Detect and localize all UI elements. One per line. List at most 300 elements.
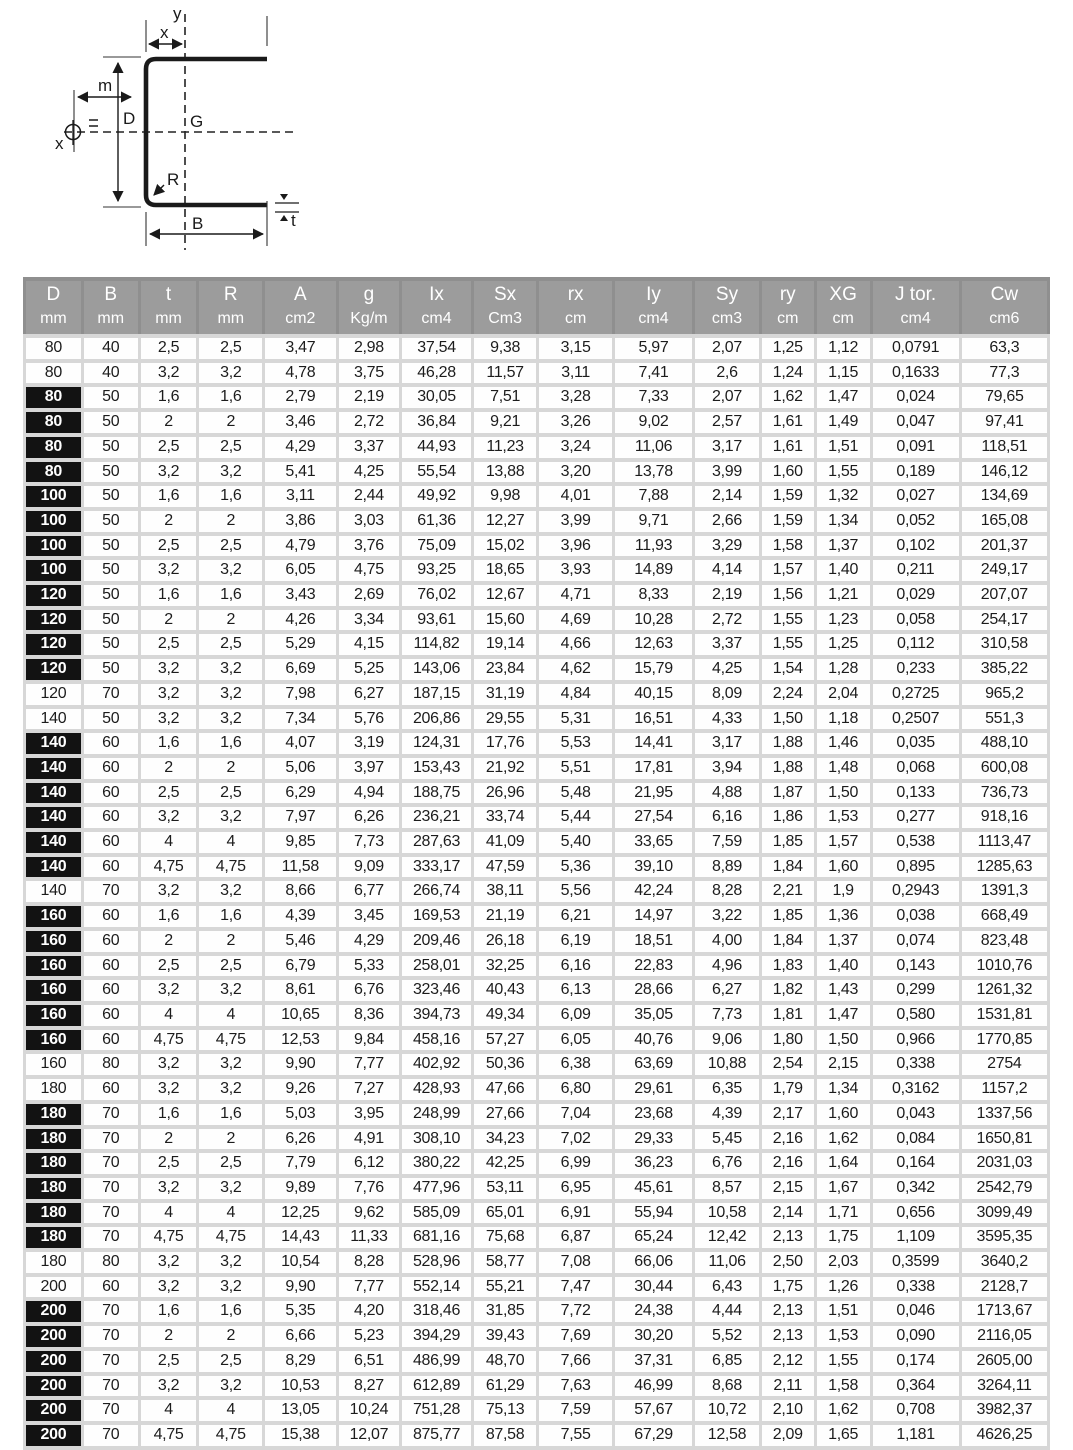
cell-sy: 4,14 (695, 560, 759, 581)
table-row (26, 412, 1047, 433)
cell-ix: 75,09 (402, 536, 471, 557)
cell-rx: 6,99 (539, 1153, 611, 1174)
table-row (26, 338, 1047, 359)
cell-sx: 55,21 (474, 1277, 537, 1298)
cell-sy: 8,57 (695, 1178, 759, 1199)
cell-sy: 3,29 (695, 536, 759, 557)
cell-b: 50 (84, 387, 138, 408)
cell-t: 3,2 (141, 560, 197, 581)
cell-rx: 7,02 (539, 1129, 611, 1150)
cell-a: 6,05 (265, 560, 335, 581)
cell-sx: 21,92 (474, 758, 537, 779)
cell-sx: 26,96 (474, 783, 537, 804)
cell-ry: 2,10 (762, 1400, 814, 1421)
cell-iy: 14,89 (615, 560, 692, 581)
cell-xg: 1,12 (817, 338, 870, 359)
cell-ry: 2,12 (762, 1351, 814, 1372)
cell-iy: 55,94 (615, 1203, 692, 1224)
cell-b: 70 (84, 1425, 138, 1446)
cell-xg: 1,9 (817, 881, 870, 902)
cell-xg: 1,47 (817, 1005, 870, 1026)
cell-ix: 46,28 (402, 363, 471, 384)
cell-ry: 1,61 (762, 437, 814, 458)
cell-sx: 65,01 (474, 1203, 537, 1224)
cell-ix: 187,15 (402, 684, 471, 705)
cell-ix: 402,92 (402, 1054, 471, 1075)
cell-xg: 1,53 (817, 1326, 870, 1347)
cell-g: 3,95 (339, 1104, 400, 1125)
cell-rx: 6,21 (539, 906, 611, 927)
cell-ix: 612,89 (402, 1376, 471, 1397)
cell-rx: 7,66 (539, 1351, 611, 1372)
cell-sx: 40,43 (474, 980, 537, 1001)
cell-sy: 4,00 (695, 931, 759, 952)
cell-sx: 42,25 (474, 1153, 537, 1174)
cell-sy: 9,06 (695, 1030, 759, 1051)
cell-g: 3,97 (339, 758, 400, 779)
cell-g: 2,19 (339, 387, 400, 408)
cell-rx: 5,40 (539, 832, 611, 853)
cell-ry: 2,21 (762, 881, 814, 902)
cell-ix: 206,86 (402, 709, 471, 730)
cell-sx: 19,14 (474, 634, 537, 655)
cell-b: 70 (84, 1376, 138, 1397)
cell-b: 60 (84, 733, 138, 754)
cell-iy: 17,81 (615, 758, 692, 779)
cell-jtor: 0,338 (873, 1277, 959, 1298)
cell-sy: 8,68 (695, 1376, 759, 1397)
cell-d: 180 (26, 1129, 81, 1150)
cell-rx: 6,09 (539, 1005, 611, 1026)
cell-xg: 2,03 (817, 1252, 870, 1273)
cell-t: 1,6 (141, 1104, 197, 1125)
cell-xg: 1,15 (817, 363, 870, 384)
table-row (26, 1351, 1047, 1372)
header-row (26, 281, 1047, 334)
cell-ix: 486,99 (402, 1351, 471, 1372)
cell-iy: 40,15 (615, 684, 692, 705)
cell-sy: 4,39 (695, 1104, 759, 1125)
cell-ix: 143,06 (402, 659, 471, 680)
cell-iy: 57,67 (615, 1400, 692, 1421)
table-row (26, 1153, 1047, 1174)
cell-sx: 9,38 (474, 338, 537, 359)
cell-ry: 1,84 (762, 931, 814, 952)
table-row (26, 1005, 1047, 1026)
cell-cw: 1261,32 (962, 980, 1047, 1001)
cell-b: 40 (84, 338, 138, 359)
cell-g: 7,27 (339, 1079, 400, 1100)
cell-ry: 1,75 (762, 1277, 814, 1298)
cell-ry: 1,85 (762, 906, 814, 927)
cell-rx: 6,95 (539, 1178, 611, 1199)
cell-a: 4,79 (265, 536, 335, 557)
cell-t: 2,5 (141, 783, 197, 804)
cell-ry: 1,86 (762, 807, 814, 828)
cell-b: 60 (84, 1079, 138, 1100)
cell-r: 2 (199, 511, 262, 532)
table-row (26, 684, 1047, 705)
table-header (26, 281, 1047, 334)
cell-jtor: 0,112 (873, 634, 959, 655)
table-row (26, 659, 1047, 680)
cell-r: 2 (199, 610, 262, 631)
col-header-iy: Iy cm4 (615, 281, 692, 334)
cell-sx: 31,85 (474, 1301, 537, 1322)
cell-t: 3,2 (141, 1054, 197, 1075)
cell-xg: 1,60 (817, 1104, 870, 1125)
cell-ix: 93,25 (402, 560, 471, 581)
cell-sx: 21,19 (474, 906, 537, 927)
table-row (26, 1227, 1047, 1248)
cell-r: 2,5 (199, 437, 262, 458)
cell-g: 9,09 (339, 857, 400, 878)
cell-ry: 1,85 (762, 832, 814, 853)
cell-t: 4 (141, 1005, 197, 1026)
table-row (26, 1301, 1047, 1322)
cell-g: 6,12 (339, 1153, 400, 1174)
cell-t: 4,75 (141, 857, 197, 878)
x-axis-label: x (55, 134, 64, 153)
cell-sx: 33,74 (474, 807, 537, 828)
cell-xg: 1,60 (817, 857, 870, 878)
cell-a: 5,06 (265, 758, 335, 779)
cell-rx: 7,72 (539, 1301, 611, 1322)
cell-sy: 8,09 (695, 684, 759, 705)
cell-iy: 40,76 (615, 1030, 692, 1051)
table-row (26, 783, 1047, 804)
cell-ix: 528,96 (402, 1252, 471, 1273)
cell-xg: 2,04 (817, 684, 870, 705)
cell-rx: 6,13 (539, 980, 611, 1001)
table-row (26, 807, 1047, 828)
cell-ry: 1,60 (762, 462, 814, 483)
x-axis-marker (55, 120, 98, 153)
cell-ry: 2,09 (762, 1425, 814, 1446)
cell-g: 4,94 (339, 783, 400, 804)
cell-cw: 1391,3 (962, 881, 1047, 902)
cell-sy: 2,57 (695, 412, 759, 433)
cell-b: 70 (84, 684, 138, 705)
cell-t: 3,2 (141, 807, 197, 828)
cell-d: 140 (26, 832, 81, 853)
cell-cw: 1285,63 (962, 857, 1047, 878)
cell-r: 3,2 (199, 709, 262, 730)
cell-sy: 11,06 (695, 1252, 759, 1273)
cell-xg: 1,40 (817, 956, 870, 977)
cell-b: 60 (84, 832, 138, 853)
cell-sx: 17,76 (474, 733, 537, 754)
cell-rx: 6,38 (539, 1054, 611, 1075)
cell-cw: 118,51 (962, 437, 1047, 458)
table-row (26, 610, 1047, 631)
cell-ix: 37,54 (402, 338, 471, 359)
cell-jtor: 0,338 (873, 1054, 959, 1075)
cell-r: 3,2 (199, 1178, 262, 1199)
cell-ix: 318,46 (402, 1301, 471, 1322)
table-row (26, 462, 1047, 483)
cell-jtor: 0,047 (873, 412, 959, 433)
cell-b: 50 (84, 610, 138, 631)
cell-b: 50 (84, 709, 138, 730)
cell-sy: 2,19 (695, 585, 759, 606)
cell-jtor: 0,027 (873, 486, 959, 507)
cell-g: 8,28 (339, 1252, 400, 1273)
cell-ry: 1,25 (762, 338, 814, 359)
y-axis-label: y (173, 4, 182, 23)
cell-jtor: 0,2943 (873, 881, 959, 902)
table-row (26, 758, 1047, 779)
cell-d: 120 (26, 684, 81, 705)
cell-b: 70 (84, 1301, 138, 1322)
cell-d: 140 (26, 857, 81, 878)
cell-t: 2,5 (141, 536, 197, 557)
cell-d: 180 (26, 1252, 81, 1273)
cell-t: 4,75 (141, 1227, 197, 1248)
cell-d: 200 (26, 1351, 81, 1372)
cell-r: 3,2 (199, 807, 262, 828)
cell-t: 3,2 (141, 659, 197, 680)
cell-a: 7,97 (265, 807, 335, 828)
cell-r: 3,2 (199, 462, 262, 483)
cell-t: 3,2 (141, 462, 197, 483)
cell-a: 8,29 (265, 1351, 335, 1372)
cell-jtor: 0,895 (873, 857, 959, 878)
cell-sy: 8,28 (695, 881, 759, 902)
table-row (26, 1030, 1047, 1051)
cell-rx: 5,56 (539, 881, 611, 902)
profile-diagram (28, 2, 362, 262)
cell-sx: 11,57 (474, 363, 537, 384)
cell-ry: 2,13 (762, 1301, 814, 1322)
cell-ix: 36,84 (402, 412, 471, 433)
col-header-xg: XG cm (817, 281, 870, 334)
cell-sy: 3,17 (695, 733, 759, 754)
cell-sx: 53,11 (474, 1178, 537, 1199)
r-label: R (167, 170, 180, 189)
cell-d: 180 (26, 1079, 81, 1100)
cell-b: 60 (84, 1030, 138, 1051)
cell-sx: 49,34 (474, 1005, 537, 1026)
cell-sx: 58,77 (474, 1252, 537, 1273)
cell-d: 80 (26, 462, 81, 483)
cell-ix: 93,61 (402, 610, 471, 631)
table-row (26, 1400, 1047, 1421)
cell-rx: 3,15 (539, 338, 611, 359)
cell-ix: 55,54 (402, 462, 471, 483)
cell-d: 120 (26, 610, 81, 631)
cell-jtor: 0,233 (873, 659, 959, 680)
cell-cw: 201,37 (962, 536, 1047, 557)
cell-a: 7,79 (265, 1153, 335, 1174)
cell-ix: 287,63 (402, 832, 471, 853)
cell-jtor: 0,299 (873, 980, 959, 1001)
cell-ix: 124,31 (402, 733, 471, 754)
cell-a: 15,38 (265, 1425, 335, 1446)
cell-r: 2,5 (199, 338, 262, 359)
cell-d: 80 (26, 387, 81, 408)
cell-sx: 47,59 (474, 857, 537, 878)
cell-b: 50 (84, 536, 138, 557)
cell-d: 100 (26, 511, 81, 532)
cell-t: 2 (141, 610, 197, 631)
cell-d: 180 (26, 1104, 81, 1125)
cell-xg: 1,23 (817, 610, 870, 631)
cell-t: 2 (141, 931, 197, 952)
cell-r: 4 (199, 1203, 262, 1224)
cell-jtor: 0,966 (873, 1030, 959, 1051)
cell-t: 4,75 (141, 1425, 197, 1446)
cell-sy: 2,07 (695, 387, 759, 408)
cell-ry: 1,58 (762, 536, 814, 557)
cell-ix: 76,02 (402, 585, 471, 606)
cell-iy: 42,24 (615, 881, 692, 902)
cell-g: 6,51 (339, 1351, 400, 1372)
cell-r: 2 (199, 412, 262, 433)
cell-a: 4,39 (265, 906, 335, 927)
table-row (26, 560, 1047, 581)
cell-iy: 46,99 (615, 1376, 692, 1397)
cell-iy: 11,06 (615, 437, 692, 458)
cell-xg: 1,51 (817, 1301, 870, 1322)
cell-cw: 2754 (962, 1054, 1047, 1075)
cell-g: 4,20 (339, 1301, 400, 1322)
cell-sy: 12,58 (695, 1425, 759, 1446)
cell-d: 140 (26, 709, 81, 730)
cell-r: 4 (199, 1005, 262, 1026)
cell-xg: 1,65 (817, 1425, 870, 1446)
cell-b: 70 (84, 1178, 138, 1199)
table-row (26, 733, 1047, 754)
cell-ry: 1,79 (762, 1079, 814, 1100)
cell-d: 120 (26, 634, 81, 655)
cell-b: 70 (84, 881, 138, 902)
cell-a: 9,26 (265, 1079, 335, 1100)
col-header-sy: Sy cm3 (695, 281, 759, 334)
cell-rx: 7,63 (539, 1376, 611, 1397)
cell-d: 100 (26, 536, 81, 557)
cell-rx: 5,53 (539, 733, 611, 754)
cell-a: 11,58 (265, 857, 335, 878)
cell-cw: 736,73 (962, 783, 1047, 804)
cell-r: 2 (199, 1129, 262, 1150)
cell-sy: 3,17 (695, 437, 759, 458)
cell-sy: 2,6 (695, 363, 759, 384)
cell-t: 1,6 (141, 1301, 197, 1322)
cell-sy: 6,76 (695, 1153, 759, 1174)
cell-xg: 1,46 (817, 733, 870, 754)
cell-sy: 4,44 (695, 1301, 759, 1322)
cell-sy: 4,96 (695, 956, 759, 977)
cell-d: 200 (26, 1301, 81, 1322)
cell-a: 7,34 (265, 709, 335, 730)
col-header-jtor: J tor. cm4 (873, 281, 959, 334)
table-row (26, 1425, 1047, 1446)
cell-ix: 428,93 (402, 1079, 471, 1100)
cell-iy: 7,41 (615, 363, 692, 384)
cell-sx: 11,23 (474, 437, 537, 458)
cell-xg: 1,64 (817, 1153, 870, 1174)
cell-ry: 1,87 (762, 783, 814, 804)
cell-r: 3,2 (199, 1252, 262, 1273)
cell-sy: 6,43 (695, 1277, 759, 1298)
cell-xg: 1,50 (817, 783, 870, 804)
cell-t: 3,2 (141, 1079, 197, 1100)
cell-t: 3,2 (141, 1178, 197, 1199)
cell-r: 3,2 (199, 980, 262, 1001)
cell-d: 160 (26, 1054, 81, 1075)
extension-lines (74, 16, 267, 246)
cell-d: 80 (26, 412, 81, 433)
cell-rx: 3,93 (539, 560, 611, 581)
cell-sx: 12,67 (474, 585, 537, 606)
cell-g: 5,23 (339, 1326, 400, 1347)
cell-sy: 2,14 (695, 486, 759, 507)
cell-g: 5,33 (339, 956, 400, 977)
table-row (26, 857, 1047, 878)
b-dimension (150, 214, 263, 234)
cell-b: 70 (84, 1400, 138, 1421)
cell-r: 2,5 (199, 1351, 262, 1372)
cell-d: 180 (26, 1227, 81, 1248)
cell-t: 1,6 (141, 906, 197, 927)
cell-d: 140 (26, 807, 81, 828)
cell-t: 3,2 (141, 1376, 197, 1397)
cell-jtor: 0,164 (873, 1153, 959, 1174)
cell-g: 2,72 (339, 412, 400, 433)
cell-ry: 1,62 (762, 387, 814, 408)
cell-r: 2,5 (199, 783, 262, 804)
cell-iy: 11,93 (615, 536, 692, 557)
cell-a: 12,25 (265, 1203, 335, 1224)
cell-sx: 13,88 (474, 462, 537, 483)
table-row (26, 1129, 1047, 1150)
m-dim-label: m (98, 76, 113, 95)
cell-sx: 18,65 (474, 560, 537, 581)
cell-sx: 57,27 (474, 1030, 537, 1051)
cell-sx: 39,43 (474, 1326, 537, 1347)
col-header-rx: rx cm (539, 281, 611, 334)
cell-ry: 1,24 (762, 363, 814, 384)
cell-r: 3,2 (199, 1054, 262, 1075)
cell-rx: 3,99 (539, 511, 611, 532)
table-row (26, 387, 1047, 408)
cell-ix: 44,93 (402, 437, 471, 458)
cell-g: 5,25 (339, 659, 400, 680)
cell-d: 160 (26, 980, 81, 1001)
cell-cw: 1337,56 (962, 1104, 1047, 1125)
cell-ry: 2,13 (762, 1326, 814, 1347)
cell-b: 40 (84, 363, 138, 384)
cell-b: 50 (84, 585, 138, 606)
cell-r: 2,5 (199, 536, 262, 557)
cell-jtor: 0,538 (873, 832, 959, 853)
cell-jtor: 0,133 (873, 783, 959, 804)
cell-d: 160 (26, 956, 81, 977)
cell-g: 10,24 (339, 1400, 400, 1421)
cell-rx: 3,26 (539, 412, 611, 433)
cell-g: 12,07 (339, 1425, 400, 1446)
cell-cw: 2116,05 (962, 1326, 1047, 1347)
cell-d: 80 (26, 437, 81, 458)
cell-cw: 3640,2 (962, 1252, 1047, 1273)
table-row (26, 931, 1047, 952)
cell-ry: 1,55 (762, 610, 814, 631)
col-header-d: D mm (26, 281, 81, 334)
cell-r: 3,2 (199, 363, 262, 384)
cell-jtor: 0,068 (873, 758, 959, 779)
cell-t: 2 (141, 1326, 197, 1347)
